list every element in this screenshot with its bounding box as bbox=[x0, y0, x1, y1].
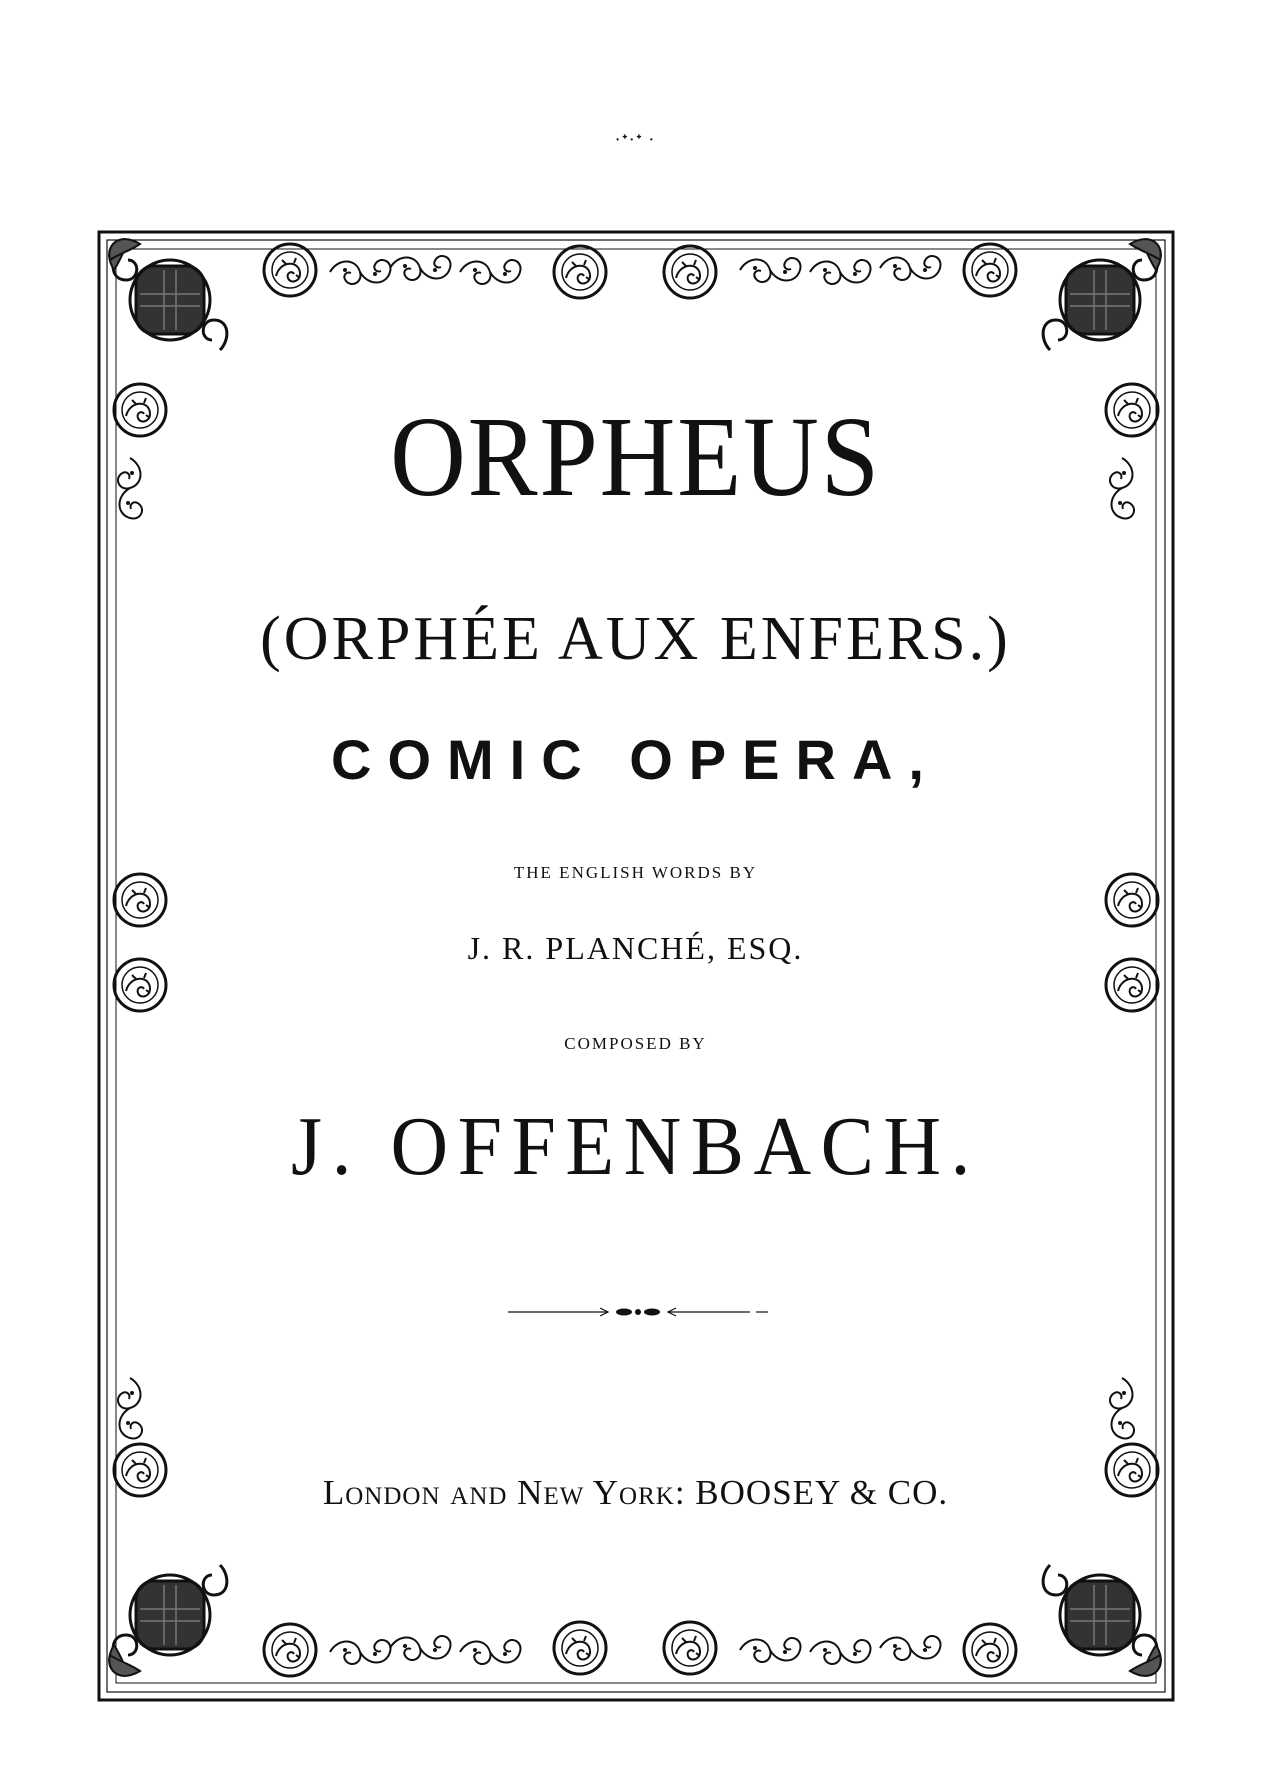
top-mark: ·ᐩ·ᐩ · bbox=[615, 133, 656, 148]
ornamental-divider bbox=[508, 1306, 768, 1318]
title: ORPHEUS bbox=[390, 393, 881, 520]
composer: J. OFFENBACH. bbox=[291, 1100, 980, 1193]
author: J. R. PLANCHÉ, ESQ. bbox=[467, 930, 804, 966]
composed-by-label: COMPOSED BY bbox=[564, 1034, 707, 1053]
words-by-label: THE ENGLISH WORDS BY bbox=[513, 863, 758, 882]
publisher: London and New York: BOOSEY & CO. bbox=[322, 1473, 949, 1512]
subtitle: (ORPHÉE AUX ENFERS.) bbox=[260, 605, 1011, 673]
genre: COMIC OPERA, bbox=[331, 728, 940, 791]
